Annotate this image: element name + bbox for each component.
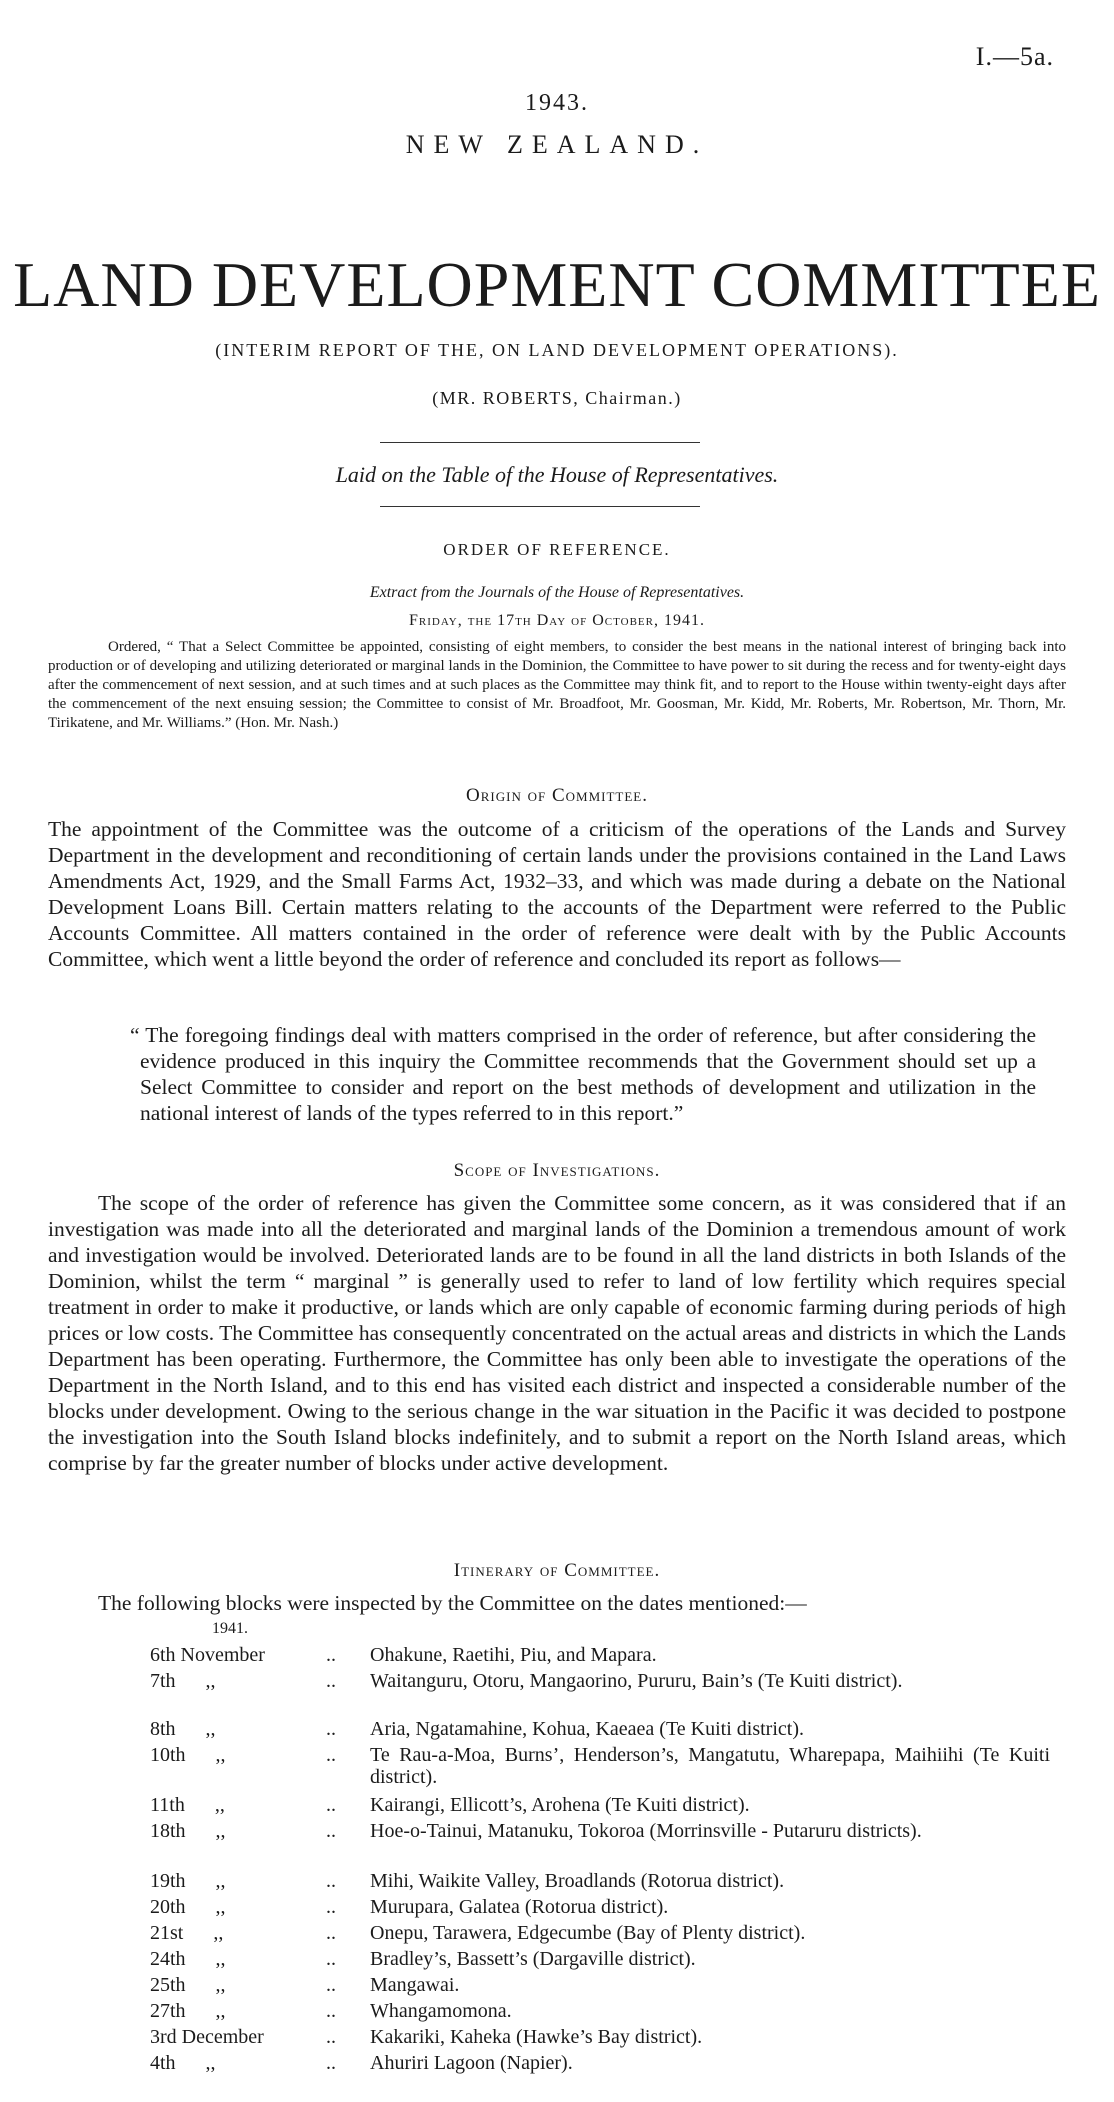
- visited-blocks: Bradley’s, Bassett’s (Dargaville district).: [370, 1948, 696, 1970]
- leader-dots: ..: [326, 1896, 336, 1918]
- visit-date: 8th ,,: [150, 1718, 216, 1740]
- visited-blocks: Murupara, Galatea (Rotorua district).: [370, 1896, 669, 1918]
- visit-date: 18th ,,: [150, 1820, 226, 1842]
- country-name: NEW ZEALAND.: [405, 130, 709, 159]
- visit-date: 6th November: [150, 1644, 265, 1666]
- visited-blocks: Whangamomona.: [370, 2000, 512, 2022]
- leader-dots: ..: [326, 2052, 336, 2074]
- visit-date: 19th ,,: [150, 1870, 226, 1892]
- itinerary-year: 1941.: [212, 1620, 248, 1637]
- visited-blocks: Aria, Ngatamahine, Kohua, Kaeaea (Te Kuiti district).: [370, 1718, 804, 1740]
- visited-blocks: Te Rau-a-Moa, Burns’, Henderson’s, Mangatutu, Wharepapa, Maihiihi (Te Kuiti district).: [370, 1744, 1050, 1788]
- visit-date: 27th ,,: [150, 2000, 226, 2022]
- order-of-reference-text: Ordered, “ That a Select Committee be appointed, consisting of eight members, to consider the best means in the national interest of bringing back into production or of developing and utilizing deteriorated or marginal lands in the Dominion, the Committee to have power to sit during the recess and for twenty-eight days after the commencement of next session, and at such times and at such places as the Committee may think fit, and to report to the House within twenty-eight days after the commencement of the next ensuing session; the Committee to consist of Mr. Broadfoot, Mr. Goosman, Mr. Kidd, Mr. Roberts, Mr. Robertson, Mr. Thorn, Mr. Tirikatene, and Mr. Williams.” (Hon. Mr. Nash.): [48, 639, 1066, 731]
- visit-date: 25th ,,: [150, 1974, 226, 1996]
- visited-blocks: Hoe-o-Tainui, Matanuku, Tokoroa (Morrinsville - Putaruru districts).: [370, 1820, 922, 1842]
- leader-dots: ..: [326, 1744, 336, 1766]
- visit-date: 24th ,,: [150, 1948, 226, 1970]
- page-title: LAND DEVELOPMENT COMMITTEE: [13, 249, 1101, 320]
- journal-extract-line: Extract from the Journals of the House of Representatives.: [369, 584, 745, 601]
- report-subtitle: (INTERIM REPORT OF THE, ON LAND DEVELOPMENT OPERATIONS).: [215, 340, 899, 360]
- scope-paragraph: The scope of the order of reference has given the Committee some concern, as it was considered that if an investigation was made into all the deteriorated and marginal lands of the Dominion a tremendous amount of work and investigation would be involved. Deteriorated lands are to be found in all the land districts in both Islands of the Dominion, whilst the term “ marginal ” is generally used to refer to land of low fertility which requires special treatment in order to make it productive, or lands which are only capable of economic farming during periods of high prices or low costs. The Committee has consequently concentrated on the actual areas and districts in which the Lands Department has been operating. Furthermore, the Committee has only been able to investigate the operations of the Department in the North Island, and to this end has visited each district and inspected a considerable number of the blocks under development. Owing to the serious change in the war situation in the Pacific it was decided to postpone the investigation into the South Island blocks indefinitely, and to submit a report on the North Island areas, which comprise by far the greater number of blocks under active development.: [48, 1191, 1066, 1475]
- leader-dots: ..: [326, 1644, 336, 1666]
- visited-blocks: Onepu, Tarawera, Edgecumbe (Bay of Plenty district).: [370, 1922, 806, 1944]
- order-of-reference-heading: ORDER OF REFERENCE.: [443, 540, 671, 559]
- leader-dots: ..: [326, 1974, 336, 1996]
- chairman-line: (MR. ROBERTS, Chairman.): [432, 388, 682, 408]
- visit-date: 20th ,,: [150, 1896, 226, 1918]
- leader-dots: ..: [326, 1820, 336, 1842]
- visited-blocks: Mihi, Waikite Valley, Broadlands (Rotorua district).: [370, 1870, 785, 1892]
- leader-dots: ..: [326, 1670, 336, 1692]
- visited-blocks: Ohakune, Raetihi, Piu, and Mapara.: [370, 1644, 657, 1666]
- visit-date: 3rd December: [150, 2026, 264, 2048]
- visited-blocks: Mangawai.: [370, 1974, 460, 1996]
- origin-heading: Origin of Committee.: [466, 785, 648, 806]
- visit-date: 7th ,,: [150, 1670, 216, 1692]
- visit-date: 4th ,,: [150, 2052, 216, 2074]
- document-year: 1943.: [525, 90, 589, 116]
- leader-dots: ..: [326, 1870, 336, 1892]
- visit-date: 21st ,,: [150, 1922, 224, 1944]
- visited-blocks: Waitanguru, Otoru, Mangaorino, Pururu, Bain’s (Te Kuiti district).: [370, 1670, 903, 1692]
- visited-blocks: Ahuriri Lagoon (Napier).: [370, 2052, 573, 2074]
- leader-dots: ..: [326, 2000, 336, 2022]
- committee-quote: “ The foregoing findings deal with matters comprised in the order of reference, but after considering the evidence produced in this inquiry the Committee recommends that the Government should set up a Select Committee to consider and report on the best methods of development and utilization in the national interest of lands of the types referred to in this report.”: [130, 1023, 1036, 1125]
- leader-dots: ..: [326, 1948, 336, 1970]
- visit-date: 11th ,,: [150, 1794, 225, 1816]
- document-reference: I.—5a.: [975, 42, 1054, 71]
- leader-dots: ..: [326, 1922, 336, 1944]
- order-date-line: Friday, the 17th Day of October, 1941.: [408, 612, 705, 629]
- visit-date: 10th ,,: [150, 1744, 226, 1766]
- divider: [380, 506, 700, 507]
- leader-dots: ..: [326, 2026, 336, 2048]
- origin-paragraph: The appointment of the Committee was the outcome of a criticism of the operations of the Lands and Survey Department in the development and reconditioning of certain lands under the provisions contained in the Land Laws Amendments Act, 1929, and the Small Farms Act, 1932–33, and which was made during a debate on the National Development Loans Bill. Certain matters relating to the accounts of the Department were referred to the Public Accounts Committee. All matters contained in the order of reference were dealt with by the Public Accounts Committee, which went a little beyond the order of reference and concluded its report as follows—: [48, 817, 1066, 971]
- laid-on-table-line: Laid on the Table of the House of Representatives.: [335, 462, 779, 487]
- itinerary-heading: Itinerary of Committee.: [453, 1560, 661, 1581]
- leader-dots: ..: [326, 1794, 336, 1816]
- itinerary-intro: The following blocks were inspected by the Committee on the dates mentioned:—: [98, 1591, 807, 1615]
- scope-heading: Scope of Investigations.: [453, 1160, 661, 1181]
- leader-dots: ..: [326, 1718, 336, 1740]
- visited-blocks: Kakariki, Kaheka (Hawke’s Bay district).: [370, 2026, 703, 2048]
- visited-blocks: Kairangi, Ellicott’s, Arohena (Te Kuiti district).: [370, 1794, 750, 1816]
- divider: [380, 442, 700, 443]
